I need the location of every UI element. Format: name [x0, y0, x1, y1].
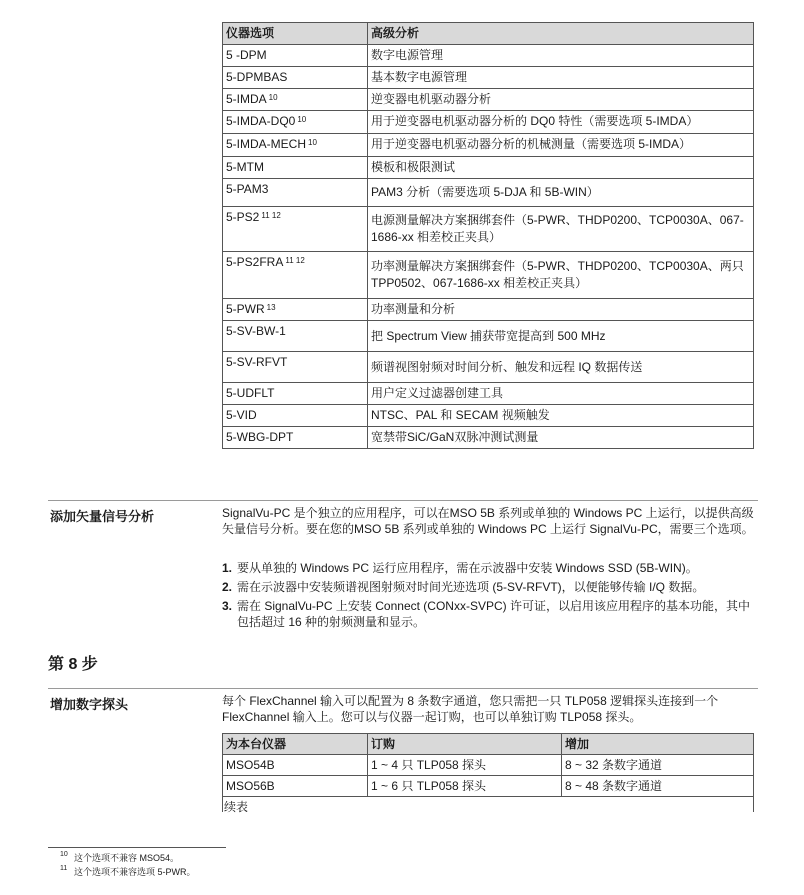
option-code: 5-UDFLT	[223, 383, 368, 405]
vector-intro: SignalVu-PC 是个独立的应用程序，可以在MSO 5B 系列或单独的 Windows PC 上运行，以提供高级矢量信号分析。要在您的MSO 5B 系列或单独的 Windows PC 上运行 SignalVu-PC，需要三个选项。	[222, 506, 754, 536]
option-code: 5-DPMBAS	[223, 67, 368, 89]
option-code: 5 -DPM	[223, 45, 368, 67]
probe-table	[222, 733, 754, 797]
footnote-number: 10	[60, 851, 68, 858]
footnote	[60, 851, 179, 864]
option-desc: 逆变器电机驱动器分析	[368, 89, 754, 111]
footnote-text: 这个选项不兼容 MSO54。	[74, 853, 180, 863]
option-desc: 功率测量和分析	[368, 299, 754, 321]
continued-row	[222, 797, 754, 812]
option-code: 5-PAM3	[223, 179, 368, 207]
footnote-ref: 11 12	[285, 256, 305, 265]
model-cell: MSO54B	[223, 755, 368, 776]
step-heading: 第 8 步	[48, 656, 98, 673]
table-row	[223, 383, 754, 405]
option-desc: 数字电源管理	[368, 45, 754, 67]
add-cell: 8 ~ 32 条数字通道	[562, 755, 754, 776]
option-code: 5-SV-BW-1	[223, 321, 368, 352]
option-code: 5-PS2 $^{11 12}$	[223, 207, 368, 252]
option-desc: 电源测量解决方案捆绑套件（5-PWR、THDP0200、TCP0030A、067-1686-xx 相差校正夹具）	[368, 207, 754, 252]
footnote	[60, 865, 196, 878]
footnote-divider	[48, 847, 226, 848]
option-desc: NTSC、PAL 和 SECAM 视频触发	[368, 405, 754, 427]
header-option: 仪器选项	[223, 23, 368, 45]
footnote-text: 这个选项不兼容选项 5-PWR。	[74, 867, 196, 877]
table-row	[223, 252, 754, 299]
table-row	[223, 157, 754, 179]
table-row	[223, 352, 754, 383]
probe-table-header	[223, 734, 754, 755]
footnote-ref: 13	[266, 303, 276, 312]
option-desc: 用于逆变器电机驱动器分析的机械测量（需要选项 5-IMDA）	[368, 134, 754, 157]
step-number: 1.	[222, 561, 233, 575]
header-analysis: 高级分析	[368, 23, 754, 45]
section-divider	[48, 500, 758, 501]
section-label-probe: 增加数字探头	[50, 697, 129, 712]
header-add: 增加	[562, 734, 754, 755]
table-row	[223, 111, 754, 134]
footnote-ref: 10	[268, 93, 278, 102]
table-row	[223, 45, 754, 67]
table-row	[223, 776, 754, 797]
option-desc: PAM3 分析（需要选项 5-DJA 和 5B-WIN）	[368, 179, 754, 207]
list-item	[222, 598, 757, 630]
step-text: 需在示波器中安装频谱视图射频对时间光迹选项 (5-SV-RFVT)，以便能够传输 I/Q 数据。	[237, 580, 705, 594]
table-row	[223, 427, 754, 449]
footnote-ref: 10	[308, 138, 317, 147]
option-desc: 功率测量解决方案捆绑套件（5-PWR、THDP0200、TCP0030A、两只 TPP0502、067-1686-xx 相差校正夹具）	[368, 252, 754, 299]
table-row	[223, 755, 754, 776]
option-desc: 用户定义过滤器创建工具	[368, 383, 754, 405]
order-cell: 1 ~ 4 只 TLP058 探头	[368, 755, 562, 776]
footnote-ref: 10	[297, 115, 307, 124]
order-cell: 1 ~ 6 只 TLP058 探头	[368, 776, 562, 797]
option-desc: 把 Spectrum View 捕获带宽提高到 500 MHz	[368, 321, 754, 352]
list-item	[222, 579, 757, 595]
model-cell: MSO56B	[223, 776, 368, 797]
option-code: 5-IMDA-MECH $^{10}$	[223, 134, 368, 157]
option-code: 5-MTM	[223, 157, 368, 179]
step-number: 2.	[222, 580, 233, 594]
table-row	[223, 207, 754, 252]
section-divider	[48, 688, 758, 689]
option-code: 5-VID	[223, 405, 368, 427]
options-table	[222, 22, 754, 449]
option-code: 5-IMDA-DQ0 $^{10}$	[223, 111, 368, 134]
step-text: 要从单独的 Windows PC 运行应用程序，需在示波器中安装 Windows SSD (5B-WIN)。	[237, 561, 698, 575]
option-code: 5-PWR $^{13}$	[223, 299, 368, 321]
table-row	[223, 321, 754, 352]
section-label-vector: 添加矢量信号分析	[50, 509, 155, 524]
footnote-ref: 11 12	[261, 211, 281, 220]
option-desc: 基本数字电源管理	[368, 67, 754, 89]
header-model: 为本台仪器	[223, 734, 368, 755]
option-code: 5-PS2FRA $^{11 12}$	[223, 252, 368, 299]
header-order: 订购	[368, 734, 562, 755]
add-cell: 8 ~ 48 条数字通道	[562, 776, 754, 797]
option-desc: 模板和极限测试	[368, 157, 754, 179]
option-desc: 用于逆变器电机驱动器分析的 DQ0 特性（需要选项 5-IMDA）	[368, 111, 754, 134]
table-row	[223, 179, 754, 207]
option-desc: 宽禁带SiC/GaN双脉冲测试测量	[368, 427, 754, 449]
option-code: 5-IMDA $^{10}$	[223, 89, 368, 111]
table-row	[223, 299, 754, 321]
option-desc: 频谱视图射频对时间分析、触发和远程 IQ 数据传送	[368, 352, 754, 383]
step-number: 3.	[222, 599, 233, 613]
probe-intro: 每个 FlexChannel 输入可以配置为 8 条数字通道，您只需把一只 TLP058 逻辑探头连接到一个 FlexChannel 输入上。您可以与仪器一起订购，也可以单独订购 TLP058 探头。	[222, 694, 719, 724]
vector-steps	[222, 560, 757, 633]
footnote-number: 11	[60, 865, 68, 872]
option-code: 5-WBG-DPT	[223, 427, 368, 449]
table-row	[223, 67, 754, 89]
table-row	[223, 134, 754, 157]
options-table-header	[223, 23, 754, 45]
table-row	[223, 89, 754, 111]
list-item	[222, 560, 757, 576]
option-code: 5-SV-RFVT	[223, 352, 368, 383]
table-row	[223, 405, 754, 427]
step-text: 需在 SignalVu-PC 上安装 Connect (CONxx-SVPC) 许可证，以启用该应用程序的基本功能，其中包括超过 16 种的射频测量和显示。	[237, 599, 750, 629]
continued-label: 续表	[224, 800, 249, 814]
